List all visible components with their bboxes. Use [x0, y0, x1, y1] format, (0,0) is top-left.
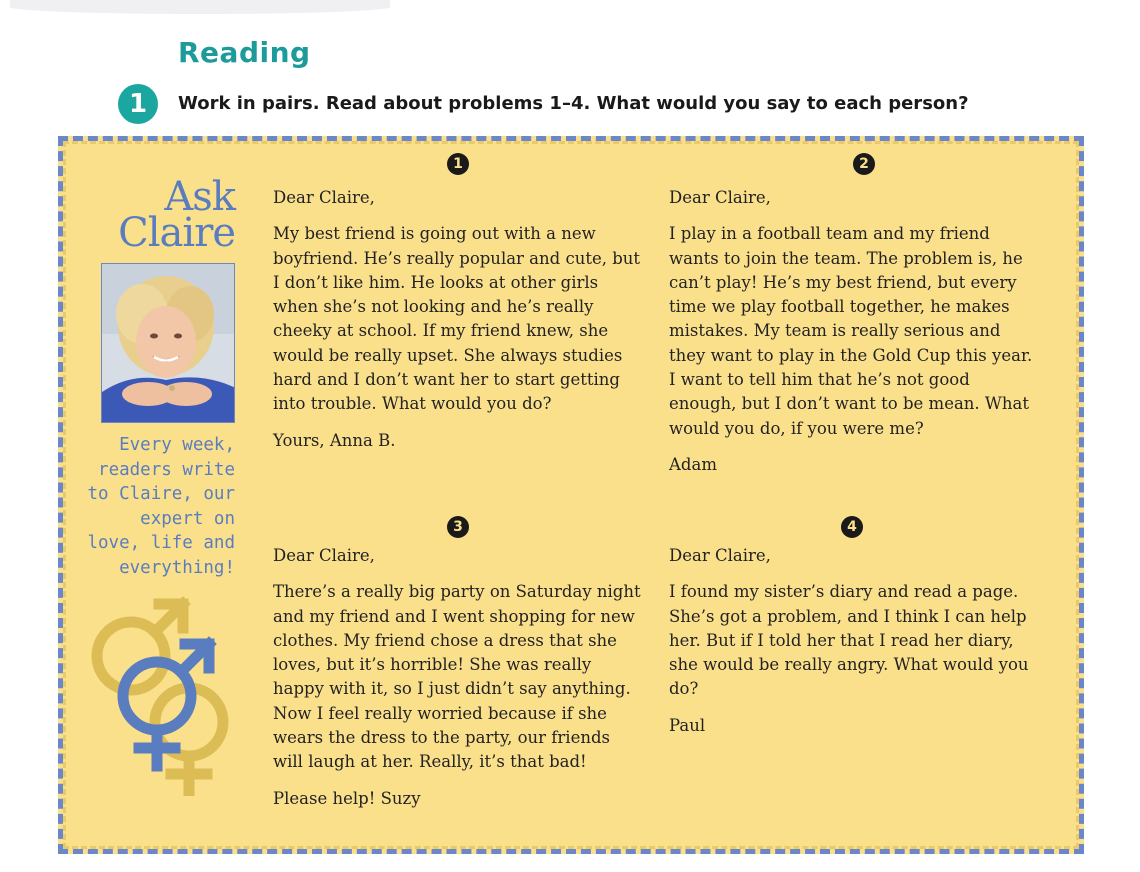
ask-claire-title — [99, 174, 235, 256]
letter-3-signoff: Please help! Suzy — [273, 788, 421, 808]
letter-3 — [273, 544, 645, 811]
letter-2-signoff: Adam — [669, 454, 717, 474]
letter-1-number-badge: 1 — [447, 153, 469, 175]
exercise-instruction: Work in pairs. Read about problems 1–4. What would you say to each person? — [178, 93, 969, 114]
section-title: Reading — [178, 36, 311, 69]
letter-3-number-badge: 3 — [447, 516, 469, 538]
letter-4-number-badge: 4 — [841, 516, 863, 538]
top-decoration — [10, 0, 390, 14]
letter-4-signoff: Paul — [669, 715, 706, 735]
exercise-number-badge: 1 — [118, 84, 158, 124]
claire-portrait-photo — [101, 263, 235, 423]
letter-2-number-badge: 2 — [853, 153, 875, 175]
letter-1-signoff: Yours, Anna B. — [273, 430, 396, 450]
ask-claire-title-line2: Claire — [118, 210, 235, 256]
ask-claire-panel — [58, 136, 1084, 854]
sidebar-intro-text: Every week, readers write to Claire, our expert on love, life and everything! — [87, 435, 235, 578]
letter-2 — [669, 186, 1041, 477]
letter-3-body: There’s a really big party on Saturday night and my friend and I went shopping for new clothes. My friend chose a dress that she loves, but it’s horrible! She was really happy with it, so I just didn’t say anything. Now I feel really worried because if she wears the dress to the party, our friends will laugh at her. Really, it’s that bad! — [273, 582, 641, 772]
letter-4-greeting: Dear Claire, — [669, 546, 771, 565]
letter-1 — [273, 186, 645, 453]
letter-2-greeting: Dear Claire, — [669, 188, 771, 207]
letter-4 — [669, 544, 1041, 738]
ask-claire-title-line1: Ask — [164, 174, 235, 220]
letter-1-greeting: Dear Claire, — [273, 188, 375, 207]
letter-4-body: I found my sister’s diary and read a page. She’s got a problem, and I think I can help her. But if I told her that I read her diary, she would be really angry. What would you do? — [669, 582, 1029, 699]
letter-1-body: My best friend is going out with a new boyfriend. He’s really popular and cute, but I don’t like him. He looks at other girls when she’s not looking and he’s really cheeky at school. If my friend knew, she would be really upset. She always studies hard and I don’t want her to start getting into trouble. What would you do? — [273, 224, 641, 414]
gender-symbols-illustration — [83, 596, 243, 796]
letter-3-greeting: Dear Claire, — [273, 546, 375, 565]
letter-2-body: I play in a football team and my friend wants to join the team. The problem is, he can’t play! He’s my best friend, but every time we play football together, he makes mistakes. My team is really serious and they want to play in the Gold Cup this year. I want to tell him that he’s not good enough, but I don’t want to be mean. What would you do, if you were me? — [669, 224, 1033, 438]
portrait-illustration — [102, 264, 235, 423]
